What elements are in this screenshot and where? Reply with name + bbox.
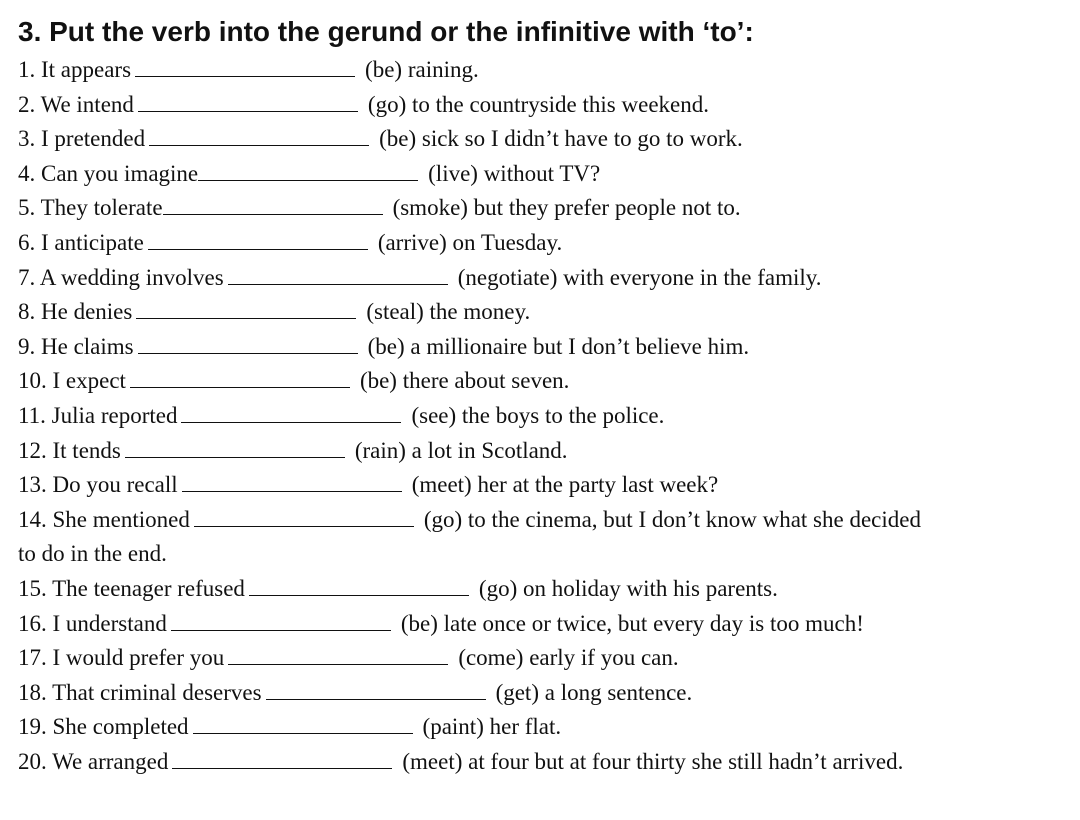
item-prompt: 3. I pretended xyxy=(18,126,146,152)
item-prompt: 11. Julia reported xyxy=(18,402,178,428)
answer-blank-14[interactable] xyxy=(194,506,414,527)
item-text: (rain) a lot in Scotland. xyxy=(354,437,568,463)
item-prompt: 15. The teenager refused xyxy=(18,575,245,601)
exercise-item-6 xyxy=(18,226,1058,261)
item-text: (be) there about seven. xyxy=(359,368,570,394)
answer-blank-10[interactable] xyxy=(130,367,350,388)
exercise-item-14-continuation xyxy=(18,537,1058,572)
exercise-item-7 xyxy=(18,261,1058,296)
exercise-item-3 xyxy=(18,122,1058,157)
item-text: to do in the end. xyxy=(18,541,167,567)
exercise-item-13 xyxy=(18,468,1058,503)
item-prompt: 10. I expect xyxy=(18,368,126,394)
item-prompt: 4. Can you imagine xyxy=(18,160,199,186)
exercise-item-2 xyxy=(18,88,1058,123)
item-text: (negotiate) with everyone in the family. xyxy=(457,264,822,290)
exercise-item-19 xyxy=(18,710,1058,745)
item-prompt: 16. I understand xyxy=(18,610,167,636)
answer-blank-13[interactable] xyxy=(182,471,402,492)
exercise-title: 3. Put the verb into the gerund or the infinitive with ‘to’: xyxy=(18,16,754,47)
item-text: (meet) her at the party last week? xyxy=(411,472,719,498)
item-text: (go) to the cinema, but I don’t know what she decided xyxy=(423,506,921,532)
item-prompt: 14. She mentioned xyxy=(18,506,190,532)
item-prompt: 7. A wedding involves xyxy=(18,264,224,290)
item-prompt: 6. I anticipate xyxy=(18,229,144,255)
item-text: (steal) the money. xyxy=(366,299,531,325)
exercise-item-20 xyxy=(18,745,1058,780)
answer-blank-4[interactable] xyxy=(198,160,418,181)
answer-blank-11[interactable] xyxy=(181,402,401,423)
item-prompt: 2. We intend xyxy=(18,91,134,117)
item-text: (be) late once or twice, but every day is too much! xyxy=(400,610,864,636)
exercise-item-5 xyxy=(18,191,1058,226)
item-text: (come) early if you can. xyxy=(458,645,679,671)
item-text: (smoke) but they prefer people not to. xyxy=(392,195,741,221)
answer-blank-17[interactable] xyxy=(228,644,448,665)
item-prompt: 5. They tolerate xyxy=(18,195,163,221)
item-text: (go) to the countryside this weekend. xyxy=(367,91,709,117)
item-prompt: 19. She completed xyxy=(18,714,189,740)
answer-blank-20[interactable] xyxy=(172,748,392,769)
item-prompt: 13. Do you recall xyxy=(18,472,178,498)
answer-blank-12[interactable] xyxy=(125,437,345,458)
exercise-item-12 xyxy=(18,434,1058,469)
item-text: (arrive) on Tuesday. xyxy=(377,229,563,255)
exercise-item-10 xyxy=(18,364,1058,399)
exercise-item-18 xyxy=(18,676,1058,711)
answer-blank-19[interactable] xyxy=(193,713,413,734)
item-prompt: 17. I would prefer you xyxy=(18,645,225,671)
item-text: (get) a long sentence. xyxy=(495,679,693,705)
item-text: (be) a millionaire but I don’t believe him. xyxy=(367,333,750,359)
answer-blank-8[interactable] xyxy=(136,298,356,319)
answer-blank-5[interactable] xyxy=(163,194,383,215)
item-text: (meet) at four but at four thirty she still hadn’t arrived. xyxy=(402,748,904,774)
answer-blank-18[interactable] xyxy=(266,679,486,700)
answer-blank-2[interactable] xyxy=(138,91,358,112)
item-prompt: 18. That criminal deserves xyxy=(18,679,262,705)
item-text: (go) on holiday with his parents. xyxy=(478,575,778,601)
answer-blank-6[interactable] xyxy=(148,229,368,250)
answer-blank-15[interactable] xyxy=(249,575,469,596)
exercise-item-14 xyxy=(18,503,1058,538)
exercise-item-15 xyxy=(18,572,1058,607)
item-prompt: 9. He claims xyxy=(18,333,134,359)
item-text: (live) without TV? xyxy=(428,160,601,186)
exercise-item-1 xyxy=(18,53,1058,88)
exercise-list xyxy=(18,53,1058,779)
item-text: (be) sick so I didn’t have to go to work. xyxy=(379,126,743,152)
exercise-item-4 xyxy=(18,157,1058,192)
exercise-item-11 xyxy=(18,399,1058,434)
answer-blank-16[interactable] xyxy=(171,610,391,631)
item-prompt: 8. He denies xyxy=(18,299,133,325)
exercise-item-16 xyxy=(18,607,1058,642)
answer-blank-7[interactable] xyxy=(228,264,448,285)
answer-blank-9[interactable] xyxy=(138,333,358,354)
item-text: (paint) her flat. xyxy=(422,714,562,740)
exercise-item-8 xyxy=(18,295,1058,330)
answer-blank-1[interactable] xyxy=(135,56,355,77)
item-prompt: 1. It appears xyxy=(18,57,132,82)
answer-blank-3[interactable] xyxy=(149,125,369,146)
item-prompt: 12. It tends xyxy=(18,437,121,463)
item-text: (see) the boys to the police. xyxy=(411,402,665,428)
exercise-item-9 xyxy=(18,330,1058,365)
item-text: (be) raining. xyxy=(365,57,479,82)
exercise-item-17 xyxy=(18,641,1058,676)
item-prompt: 20. We arranged xyxy=(18,748,169,774)
